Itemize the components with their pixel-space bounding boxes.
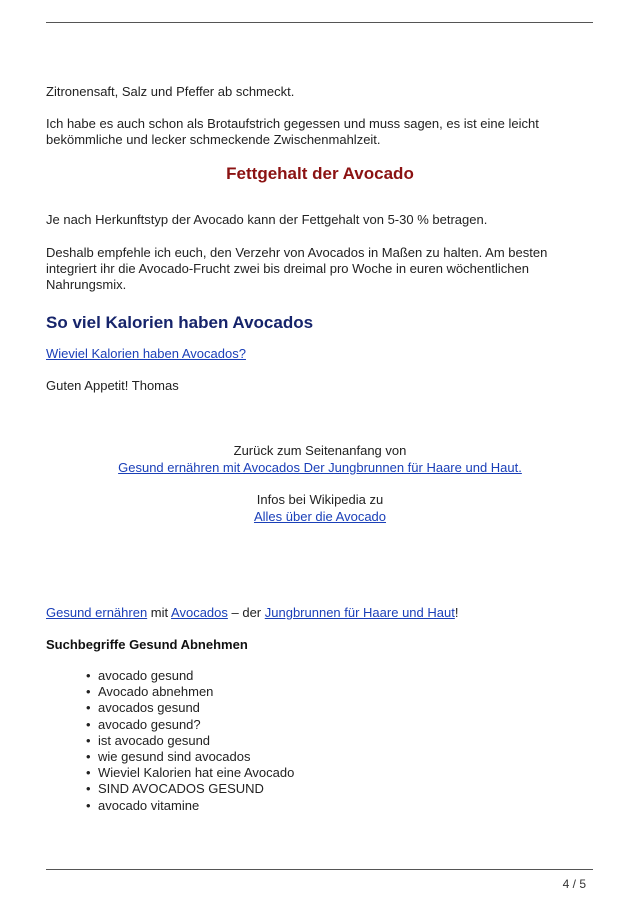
bullet-icon: • <box>86 668 91 683</box>
list-item <box>86 700 294 716</box>
calories-heading: So viel Kalorien haben Avocados <box>46 313 314 332</box>
list-item <box>86 684 294 700</box>
header-rule <box>46 22 593 23</box>
wikipedia-link[interactable]: Alles über die Avocado <box>253 509 387 524</box>
calories-link[interactable]: Wieviel Kalorien haben Avocados? <box>46 346 246 361</box>
list-item-label: SIND AVOCADOS GESUND <box>98 781 264 797</box>
avocados-link[interactable]: Avocados <box>171 605 228 620</box>
intro-paragraph: Ich habe es auch schon als Brotaufstrich gegessen und muss sagen, es ist eine leicht bekömmliche und lecker schmeckende Zwischenmahlzeit. <box>46 116 539 147</box>
fat-paragraph-1: Je nach Herkunftstyp der Avocado kann der Fettgehalt von 5-30 % betragen. <box>46 212 488 227</box>
list-item-label: avocados gesund <box>98 700 200 716</box>
list-item <box>86 733 294 749</box>
list-item-label: Wieviel Kalorien hat eine Avocado <box>98 765 295 781</box>
bullet-icon: • <box>86 684 91 700</box>
back-to-top-link[interactable]: Gesund ernähren mit Avocados Der Jungbrunnen für Haare und Haut. <box>118 460 522 475</box>
list-item <box>86 798 294 814</box>
bullet-icon: • <box>86 716 91 732</box>
list-item-label: avocado vitamine <box>98 797 200 813</box>
intro-line: Zitronensaft, Salz und Pfeffer ab schmeckt. <box>46 84 295 99</box>
back-to-top-paragraph <box>46 460 594 476</box>
list-item <box>86 781 294 797</box>
list-item <box>86 668 294 684</box>
list-item <box>86 749 294 765</box>
list-item-label: wie gesund sind avocados <box>98 749 251 765</box>
footer-text-2: – der <box>227 605 265 620</box>
bullet-icon: • <box>86 781 91 797</box>
footer-line <box>46 605 594 621</box>
wikipedia-label: Infos bei Wikipedia zu <box>256 492 384 507</box>
fat-heading: Fettgehalt der Avocado <box>226 164 414 183</box>
gesund-ernaehren-link[interactable]: Gesund ernähren <box>46 605 148 620</box>
list-item <box>86 717 294 733</box>
signoff: Guten Appetit! Thomas <box>46 378 179 393</box>
list-item-label: Avocado abnehmen <box>98 684 214 700</box>
fat-paragraph-2: Deshalb empfehle ich euch, den Verzehr von Avocados in Maßen zu halten. Am besten integriert ihr die Avocado-Frucht zwei bis dreimal pro Woche in euren wöchentlichen Nahrungsmix. <box>46 245 548 292</box>
back-to-top-label: Zurück zum Seitenanfang von <box>233 443 407 458</box>
keywords-heading: Suchbegriffe Gesund Abnehmen <box>46 637 248 652</box>
bullet-icon: • <box>86 700 91 716</box>
bullet-icon: • <box>86 765 91 781</box>
page-number: 4 / 5 <box>562 877 586 891</box>
bullet-icon: • <box>86 732 91 748</box>
list-item-label: avocado gesund? <box>98 716 201 732</box>
bullet-icon: • <box>86 749 91 765</box>
footer-text-1: mit <box>147 605 172 620</box>
list-item <box>86 765 294 781</box>
calories-paragraph <box>46 346 594 362</box>
keywords-list <box>46 668 294 814</box>
wikipedia-paragraph <box>46 509 594 525</box>
footer-rule <box>46 869 593 870</box>
jungbrunnen-link[interactable]: Jungbrunnen für Haare und Haut <box>264 605 455 620</box>
bullet-icon: • <box>86 797 91 813</box>
footer-text-3: ! <box>454 605 459 620</box>
list-item-label: ist avocado gesund <box>98 732 211 748</box>
list-item-label: avocado gesund <box>98 668 194 683</box>
